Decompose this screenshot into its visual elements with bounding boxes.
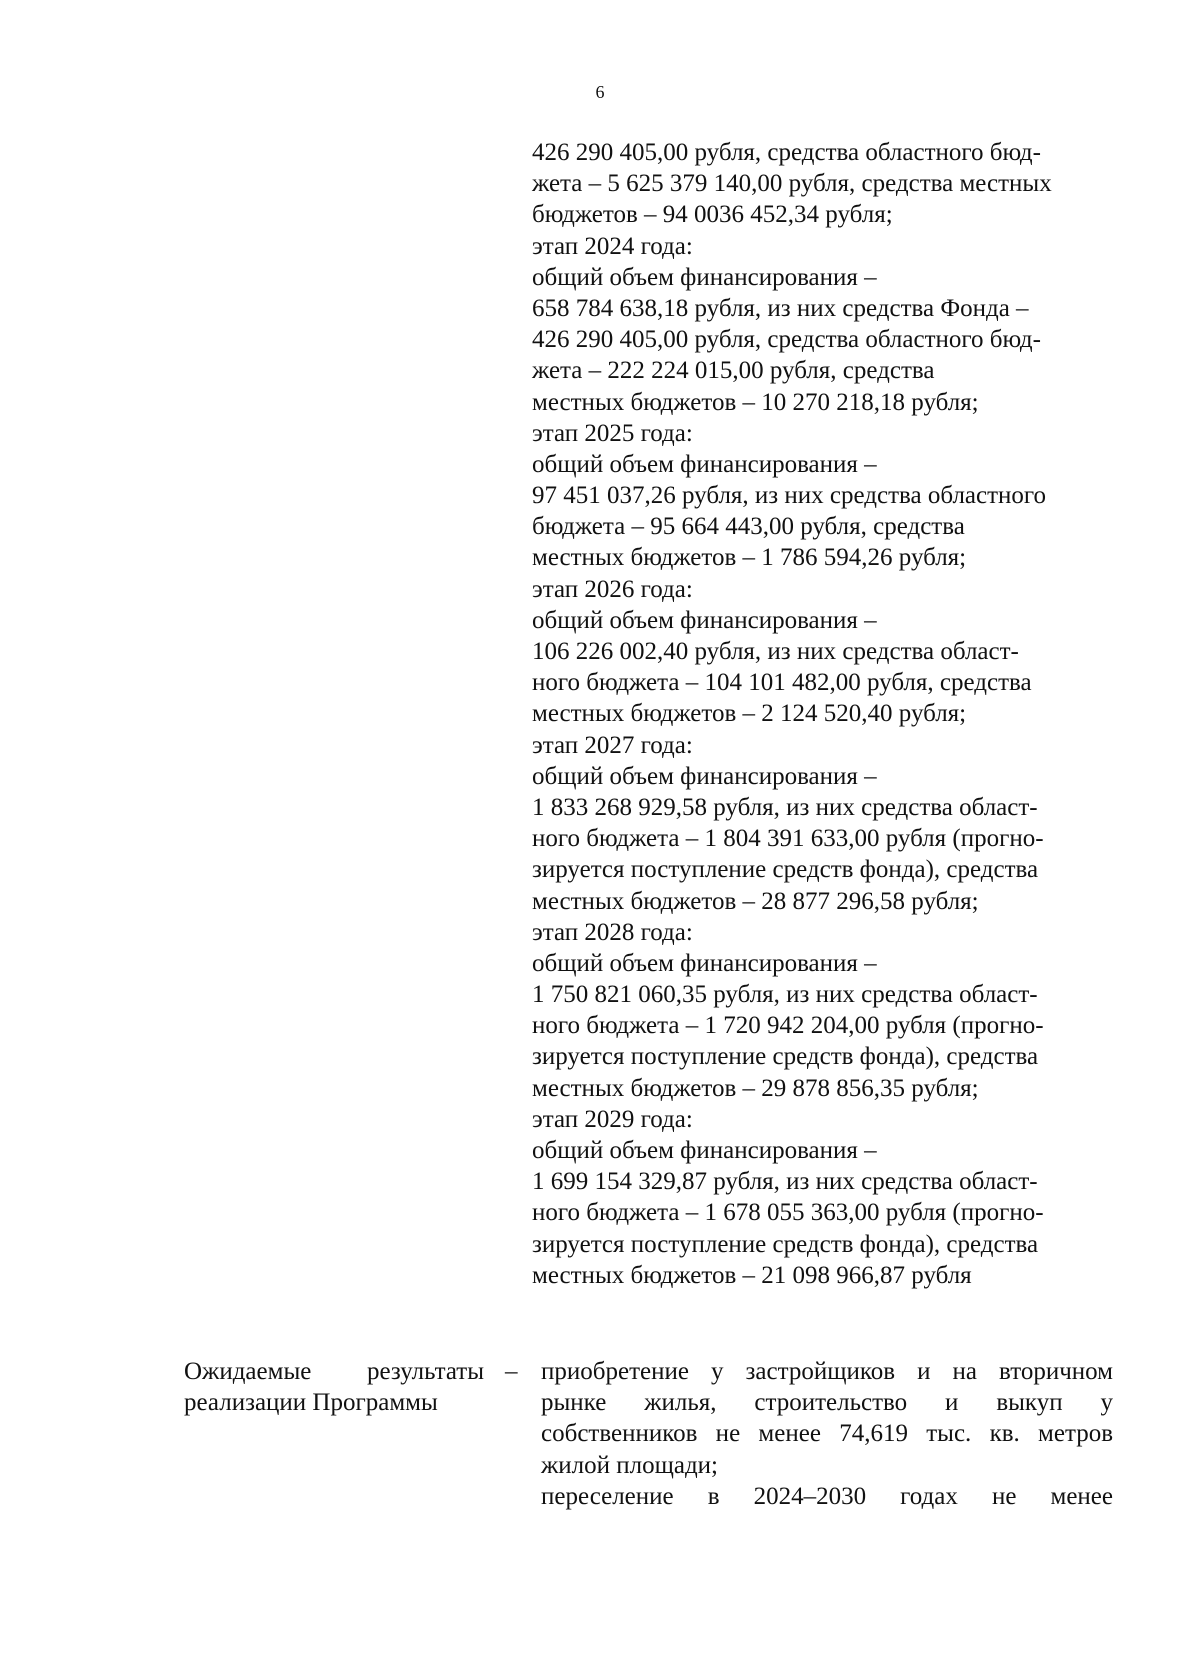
funding-line: 426 290 405,00 рубля, средства областного бюд- <box>532 139 1041 166</box>
text-line: переселение в 2024–2030 годах не менее <box>541 1482 1113 1510</box>
text-line: собственников не менее 74,619 тыс. кв. метров <box>541 1420 1113 1448</box>
results-dash: – <box>505 1358 518 1385</box>
label-line: реализации Программы <box>184 1389 438 1417</box>
text-line: рынке жилья, строительство и выкуп у <box>541 1389 1113 1417</box>
funding-line: местных бюджетов – 21 098 966,87 рубля <box>532 1261 972 1289</box>
funding-line: этап 2029 года: <box>532 1105 693 1133</box>
funding-line: общий объем финансирования – <box>532 1137 877 1164</box>
funding-line: местных бюджетов – 2 124 520,40 рубля; <box>532 700 967 728</box>
funding-line: ного бюджета – 104 101 482,00 рубля, средства <box>532 669 1032 697</box>
funding-line: зируется поступление средств фонда), средства <box>532 856 1039 884</box>
label-line: Ожидаемые результаты <box>184 1358 484 1385</box>
funding-line: местных бюджетов – 10 270 218,18 рубля; <box>532 388 979 416</box>
funding-line: общий объем финансирования – <box>532 450 877 478</box>
expected-results-text <box>541 1356 1113 1512</box>
funding-line: этап 2025 года: <box>532 419 693 447</box>
funding-line: бюджета – 95 664 443,00 рубля, средства <box>532 513 965 541</box>
page-number: 6 <box>595 82 605 102</box>
funding-text-block <box>532 137 1132 1291</box>
funding-line: 1 699 154 329,87 рубля, из них средства област- <box>532 1168 1038 1196</box>
funding-line: 658 784 638,18 рубля, из них средства Фонда – <box>532 294 1029 322</box>
funding-line: 97 451 037,26 рубля, из них средства областного <box>532 482 1047 510</box>
funding-line: этап 2027 года: <box>532 731 693 759</box>
funding-line: общий объем финансирования – <box>532 949 877 977</box>
funding-line: этап 2026 года: <box>532 575 693 603</box>
funding-line: местных бюджетов – 1 786 594,26 рубля; <box>532 544 967 572</box>
funding-line: общий объем финансирования – <box>532 606 877 634</box>
funding-line: ного бюджета – 1 678 055 363,00 рубля (прогно- <box>532 1199 1044 1227</box>
funding-line: зируется поступление средств фонда), средства <box>532 1230 1039 1258</box>
funding-line: 106 226 002,40 рубля, из них средства област- <box>532 638 1019 665</box>
funding-line: этап 2028 года: <box>532 918 693 946</box>
funding-line: жета – 222 224 015,00 рубля, средства <box>532 357 935 385</box>
funding-line: зируется поступление средств фонда), средства <box>532 1043 1039 1071</box>
funding-line: 1 750 821 060,35 рубля, из них средства област- <box>532 981 1038 1009</box>
funding-line: общий объем финансирования – <box>532 762 877 790</box>
funding-line: жета – 5 625 379 140,00 рубля, средства местных <box>532 170 1052 198</box>
funding-line: 1 833 268 929,58 рубля, из них средства област- <box>532 793 1038 821</box>
funding-line: общий объем финансирования – <box>532 263 877 291</box>
expected-results-label <box>184 1356 484 1418</box>
funding-line: бюджетов – 94 0036 452,34 рубля; <box>532 201 893 229</box>
funding-line: ного бюджета – 1 720 942 204,00 рубля (прогно- <box>532 1012 1044 1040</box>
text-line: приобретение у застройщиков и на вторичном <box>541 1358 1113 1385</box>
funding-line: ного бюджета – 1 804 391 633,00 рубля (прогно- <box>532 825 1044 853</box>
text-line: жилой площади; <box>541 1451 719 1479</box>
expected-results-section <box>0 1356 1200 1556</box>
funding-line: 426 290 405,00 рубля, средства областного бюд- <box>532 326 1041 354</box>
funding-line: этап 2024 года: <box>532 232 693 260</box>
funding-line: местных бюджетов – 28 877 296,58 рубля; <box>532 887 979 915</box>
funding-line: местных бюджетов – 29 878 856,35 рубля; <box>532 1074 979 1102</box>
